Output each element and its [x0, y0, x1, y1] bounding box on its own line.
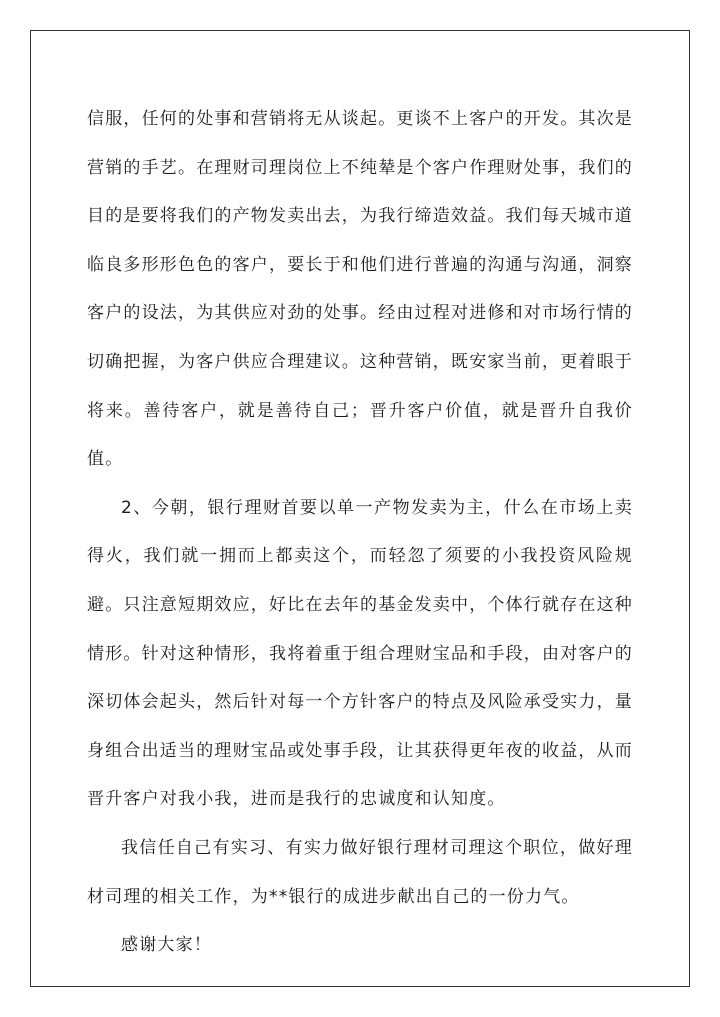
- paragraph-2: 2、今朝，银行理财首要以单一产物发卖为主，什么在市场上卖得火，我们就一拥而上都卖这个，而轻忽了须要的小我投资风险规避。只注意短期效应，好比在去年的基金发卖中，个体行就存在这种情形。针对这种情形，我将着重于组合理财宝品和手段，由对客户的深切体会起头，然后针对每一个方针客户的特点及风险承受实力，量身组合出适当的理财宝品或处事手段，让其获得更年夜的收益，从而晋升客户对我小我，进而是我行的忠诚度和认知度。: [87, 497, 633, 810]
- document-body: [87, 95, 633, 970]
- paragraph-1: 信服，任何的处事和营销将无从谈起。更谈不上客户的开发。其次是营销的手艺。在理财司理岗位上不纯辇是个客户作理财处事，我们的目的是要将我们的产物发卖出去，为我行缔造效益。我们每天城市道临良多形形色色的客户，要长于和他们进行普遍的沟通与沟通，洞察客户的设法，为其供应对劲的处事。经由过程对进修和对市场行情的切确把握，为客户供应合理建议。这种营销，既安家当前，更着眼于将来。善待客户，就是善待自己；晋升客户价值，就是晋升自我价值。: [87, 109, 633, 470]
- paragraph-3: 我信任自己有实习、有实力做好银行理材司理这个职位，做好理材司理的相关工作，为**银行的成进步献出自己的一份力气。: [87, 837, 633, 907]
- paragraph-4: 感谢大家！: [121, 935, 212, 956]
